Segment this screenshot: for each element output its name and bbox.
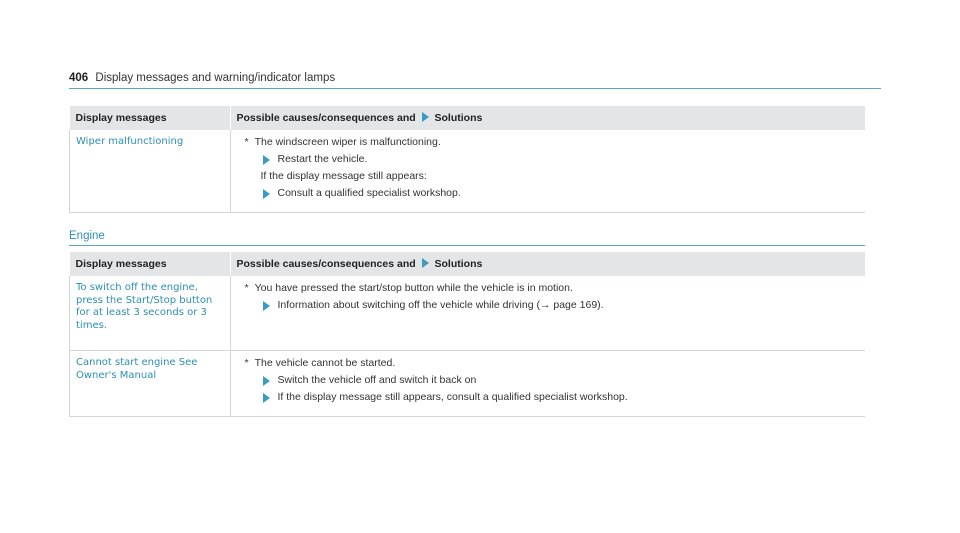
- solution-step: [263, 153, 860, 166]
- page-header-title: Display messages and warning/indicator lamps: [95, 72, 336, 84]
- cause-marker: *: [244, 136, 249, 148]
- solution-step: [263, 374, 860, 387]
- arrow-icon: [422, 112, 429, 122]
- solution-step: [263, 299, 860, 312]
- display-message: Wiper malfunctioning: [70, 130, 231, 213]
- page-reference-link[interactable]: → page 169).: [539, 299, 604, 311]
- page-header: [69, 72, 881, 89]
- table-row: [70, 351, 866, 417]
- cause-cell: [230, 351, 865, 417]
- solution-step-text: Consult a qualified specialist workshop.: [277, 187, 461, 199]
- display-message: Cannot start engine See Owner's Manual: [70, 351, 231, 417]
- column-header-display-messages: Display messages: [70, 106, 231, 130]
- solution-step: [263, 187, 860, 200]
- column-header-causes-label: Possible causes/consequences and: [236, 112, 416, 124]
- display-messages-table-1: [69, 106, 865, 213]
- solution-step-text-main: Information about switching off the vehicle while driving (: [277, 299, 540, 311]
- cause-line: [245, 136, 860, 149]
- arrow-icon: [263, 155, 270, 165]
- arrow-icon: [422, 258, 429, 268]
- cause-text: The vehicle cannot be started.: [254, 357, 396, 369]
- solution-step-text: If the display message still appears, consult a qualified specialist workshop.: [277, 391, 628, 403]
- display-message: To switch off the engine, press the Start/Stop button for at least 3 seconds or 3 times.: [70, 276, 231, 351]
- table-header-row: [70, 106, 866, 130]
- column-header-display-messages: Display messages: [70, 252, 231, 276]
- cause-text: The windscreen wiper is malfunctioning.: [254, 136, 441, 148]
- column-header-solutions-label: Solutions: [434, 112, 483, 124]
- solution-step-text: Switch the vehicle off and switch it back on: [277, 374, 477, 386]
- cause-text: You have pressed the start/stop button while the vehicle is in motion.: [254, 282, 573, 294]
- cause-marker: *: [244, 282, 249, 294]
- arrow-icon: [263, 376, 270, 386]
- table-row: [70, 276, 866, 351]
- cause-cell: [230, 130, 865, 213]
- solution-step-text: Restart the vehicle.: [277, 153, 368, 165]
- cause-cell: [230, 276, 865, 351]
- table-row: [70, 130, 866, 213]
- column-header-solutions-label: Solutions: [434, 258, 483, 270]
- display-messages-table-2: [69, 252, 865, 417]
- column-header-causes-label: Possible causes/consequences and: [236, 258, 416, 270]
- section-title-engine: Engine: [69, 230, 865, 246]
- condition-note: If the display message still appears:: [260, 170, 427, 182]
- arrow-icon: [263, 393, 270, 403]
- arrow-icon: [263, 189, 270, 199]
- solution-step-text: [278, 299, 604, 312]
- cause-line: [245, 357, 860, 370]
- cause-marker: *: [244, 357, 249, 369]
- cause-line: [245, 282, 860, 295]
- arrow-icon: [263, 301, 270, 311]
- column-header-causes: [230, 106, 865, 130]
- table-header-row: [70, 252, 866, 276]
- solution-step: [263, 391, 860, 404]
- page-number: 406: [69, 72, 89, 84]
- column-header-causes: [230, 252, 865, 276]
